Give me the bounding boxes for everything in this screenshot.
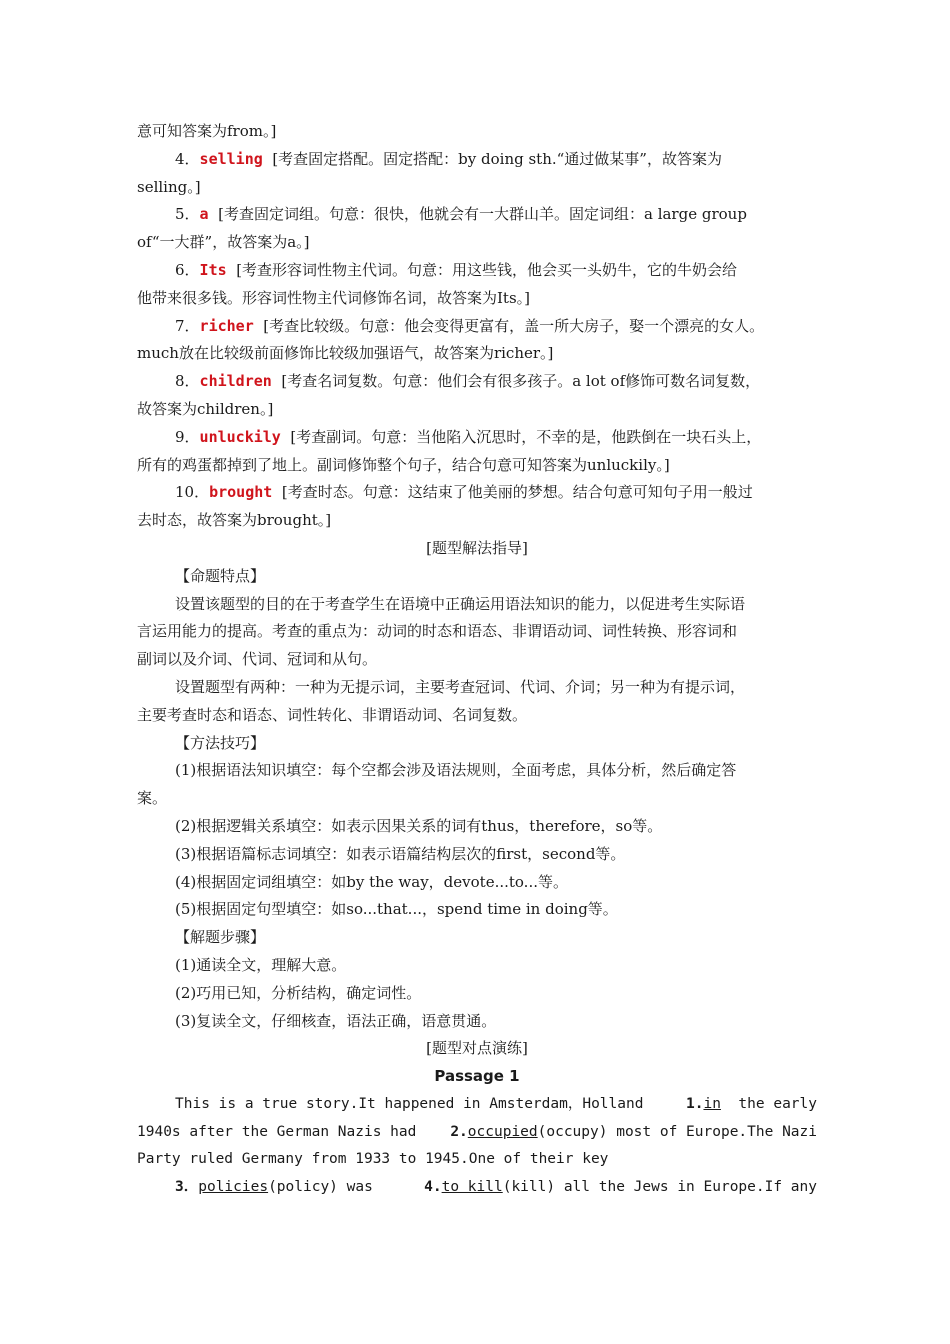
passage-text: the early <box>738 1095 817 1112</box>
answer-word: brought <box>209 483 273 502</box>
answer-word: Its <box>199 260 227 279</box>
features-p1-line2: 言运用能力的提高。考查的重点为：动词的时态和语态、非谓语动词、词性转换、形容词和 <box>137 622 738 641</box>
answer-explanation-cont: much放在比较级前面修饰比较级加强语气，故答案为richer。] <box>137 344 554 363</box>
answer-7 <box>137 313 817 369</box>
answer-explanation: [考查时态。句意：这结束了他美丽的梦想。结合句意可知句子用一般过 <box>281 483 753 502</box>
features-p2-line1: 设置题型有两种：一种为无提示词，主要考查冠词、代词、介词；另一种为有提示词， <box>175 677 746 696</box>
passage-line-3: Party ruled Germany from 1933 to 1945.One of their key <box>137 1151 609 1168</box>
answer-number: 6． <box>175 260 200 279</box>
answer-text: 意可知答案为from。] <box>137 122 277 140</box>
answer-5 <box>137 201 817 257</box>
passage-title: Passage 1 <box>434 1067 520 1086</box>
blank-number: 1. <box>686 1095 704 1112</box>
answer-number: 4． <box>175 149 200 168</box>
passage-text: (occupy) most of Europe.The Nazi <box>537 1123 817 1140</box>
method-2: (2)根据逻辑关系填空：如表示因果关系的词有thus，therefore，so等。 <box>175 816 663 835</box>
method-1-cont: 案。 <box>137 789 168 808</box>
blank-number: 2. <box>450 1123 468 1140</box>
passage-line-4 <box>137 1174 817 1202</box>
step-2: (2)巧用已知，分析结构，确定词性。 <box>175 983 422 1002</box>
answer-word: unluckily <box>199 427 281 446</box>
answer-explanation: [考查固定搭配。固定搭配：by doing sth.“通过做某事”，故答案为 <box>272 149 722 168</box>
answer-3-tail <box>137 118 817 146</box>
answer-explanation-cont: selling。] <box>137 177 201 196</box>
answer-word: richer <box>199 316 254 335</box>
method-3: (3)根据语篇标志词填空：如表示语篇结构层次的first，second等。 <box>175 844 626 863</box>
features-title: 【命题特点】 <box>175 566 266 585</box>
answer-explanation-cont: 所有的鸡蛋都掉到了地上。副词修饰整个句子，结合句意可知答案为unluckily。] <box>137 455 670 474</box>
passage-text: This is a true story.It happened in Amsterdam，Holland <box>175 1095 644 1112</box>
answer-explanation: [考查固定词组。句意：很快，他就会有一大群山羊。固定词组：a large group <box>218 205 747 224</box>
answer-explanation-cont: 他带来很多钱。形容词性物主代词修饰名词，故答案为Its。] <box>137 288 531 307</box>
passage-text: 1940s after the German Nazis had <box>137 1123 417 1140</box>
blank-answer: in <box>703 1095 721 1112</box>
step-1: (1)通读全文，理解大意。 <box>175 955 347 974</box>
answer-word: selling <box>199 149 263 168</box>
method-5: (5)根据固定句型填空：如so...that...，spend time in doing等。 <box>175 900 618 919</box>
answer-explanation: [考查副词。句意：当他陷入沉思时，不幸的是，他跌倒在一块石头上， <box>290 427 762 446</box>
features-p1-line3: 副词以及介词、代词、冠词和从句。 <box>137 650 378 669</box>
passage-text: (policy) was <box>268 1179 373 1196</box>
answer-explanation: [考查比较级。句意：他会变得更富有，盖一所大房子，娶一个漂亮的女人。 <box>263 316 765 335</box>
blank-number: 3． <box>175 1179 199 1196</box>
answer-4 <box>137 146 817 202</box>
blank-answer: policies <box>198 1179 269 1196</box>
document-page <box>137 118 817 1202</box>
methods-title: 【方法技巧】 <box>175 733 266 752</box>
answer-explanation: [考查形容词性物主代词。句意：用这些钱，他会买一头奶牛，它的牛奶会给 <box>236 260 738 279</box>
answer-explanation-cont: 故答案为children。] <box>137 399 274 418</box>
answer-9 <box>137 424 817 480</box>
answer-number: 5． <box>175 205 200 224</box>
answer-explanation: [考查名词复数。句意：他们会有很多孩子。a lot of修饰可数名词复数， <box>281 372 761 391</box>
answer-number: 8． <box>175 372 200 391</box>
steps-title: 【解题步骤】 <box>175 928 266 947</box>
passage-line-1 <box>137 1091 817 1119</box>
answer-6 <box>137 257 817 313</box>
answer-8 <box>137 368 817 424</box>
features-p2-line2: 主要考查时态和语态、词性转化、非谓语动词、名词复数。 <box>137 705 528 724</box>
method-1: (1)根据语法知识填空：每个空都会涉及语法规则，全面考虑，具体分析，然后确定答 <box>175 761 737 780</box>
step-3: (3)复读全文，仔细核查，语法正确，语意贯通。 <box>175 1011 497 1030</box>
method-4: (4)根据固定词组填空：如by the way，devote...to...等。 <box>175 872 568 891</box>
answer-word: a <box>199 205 209 224</box>
blank-number: 4. <box>424 1179 442 1196</box>
passage-line-2 <box>137 1119 817 1147</box>
passage-text: (kill) all the Jews in Europe.If any <box>502 1179 817 1196</box>
answer-explanation-cont: 去时态，故答案为brought。] <box>137 511 332 530</box>
blank-answer: to kill <box>441 1179 503 1196</box>
section-heading-guide: [题型解法指导] <box>426 538 528 557</box>
answer-number: 7． <box>175 316 200 335</box>
features-p1-line1: 设置该题型的目的在于考查学生在语境中正确运用语法知识的能力，以促进考生实际语 <box>175 594 746 613</box>
answer-number: 10． <box>175 483 210 502</box>
blank-answer: occupied <box>467 1123 538 1140</box>
answer-explanation-cont: of“一大群”，故答案为a。] <box>137 233 310 252</box>
section-heading-practice: [题型对点演练] <box>426 1039 528 1058</box>
answer-10 <box>137 479 817 535</box>
answer-number: 9． <box>175 427 200 446</box>
answer-word: children <box>199 372 272 391</box>
